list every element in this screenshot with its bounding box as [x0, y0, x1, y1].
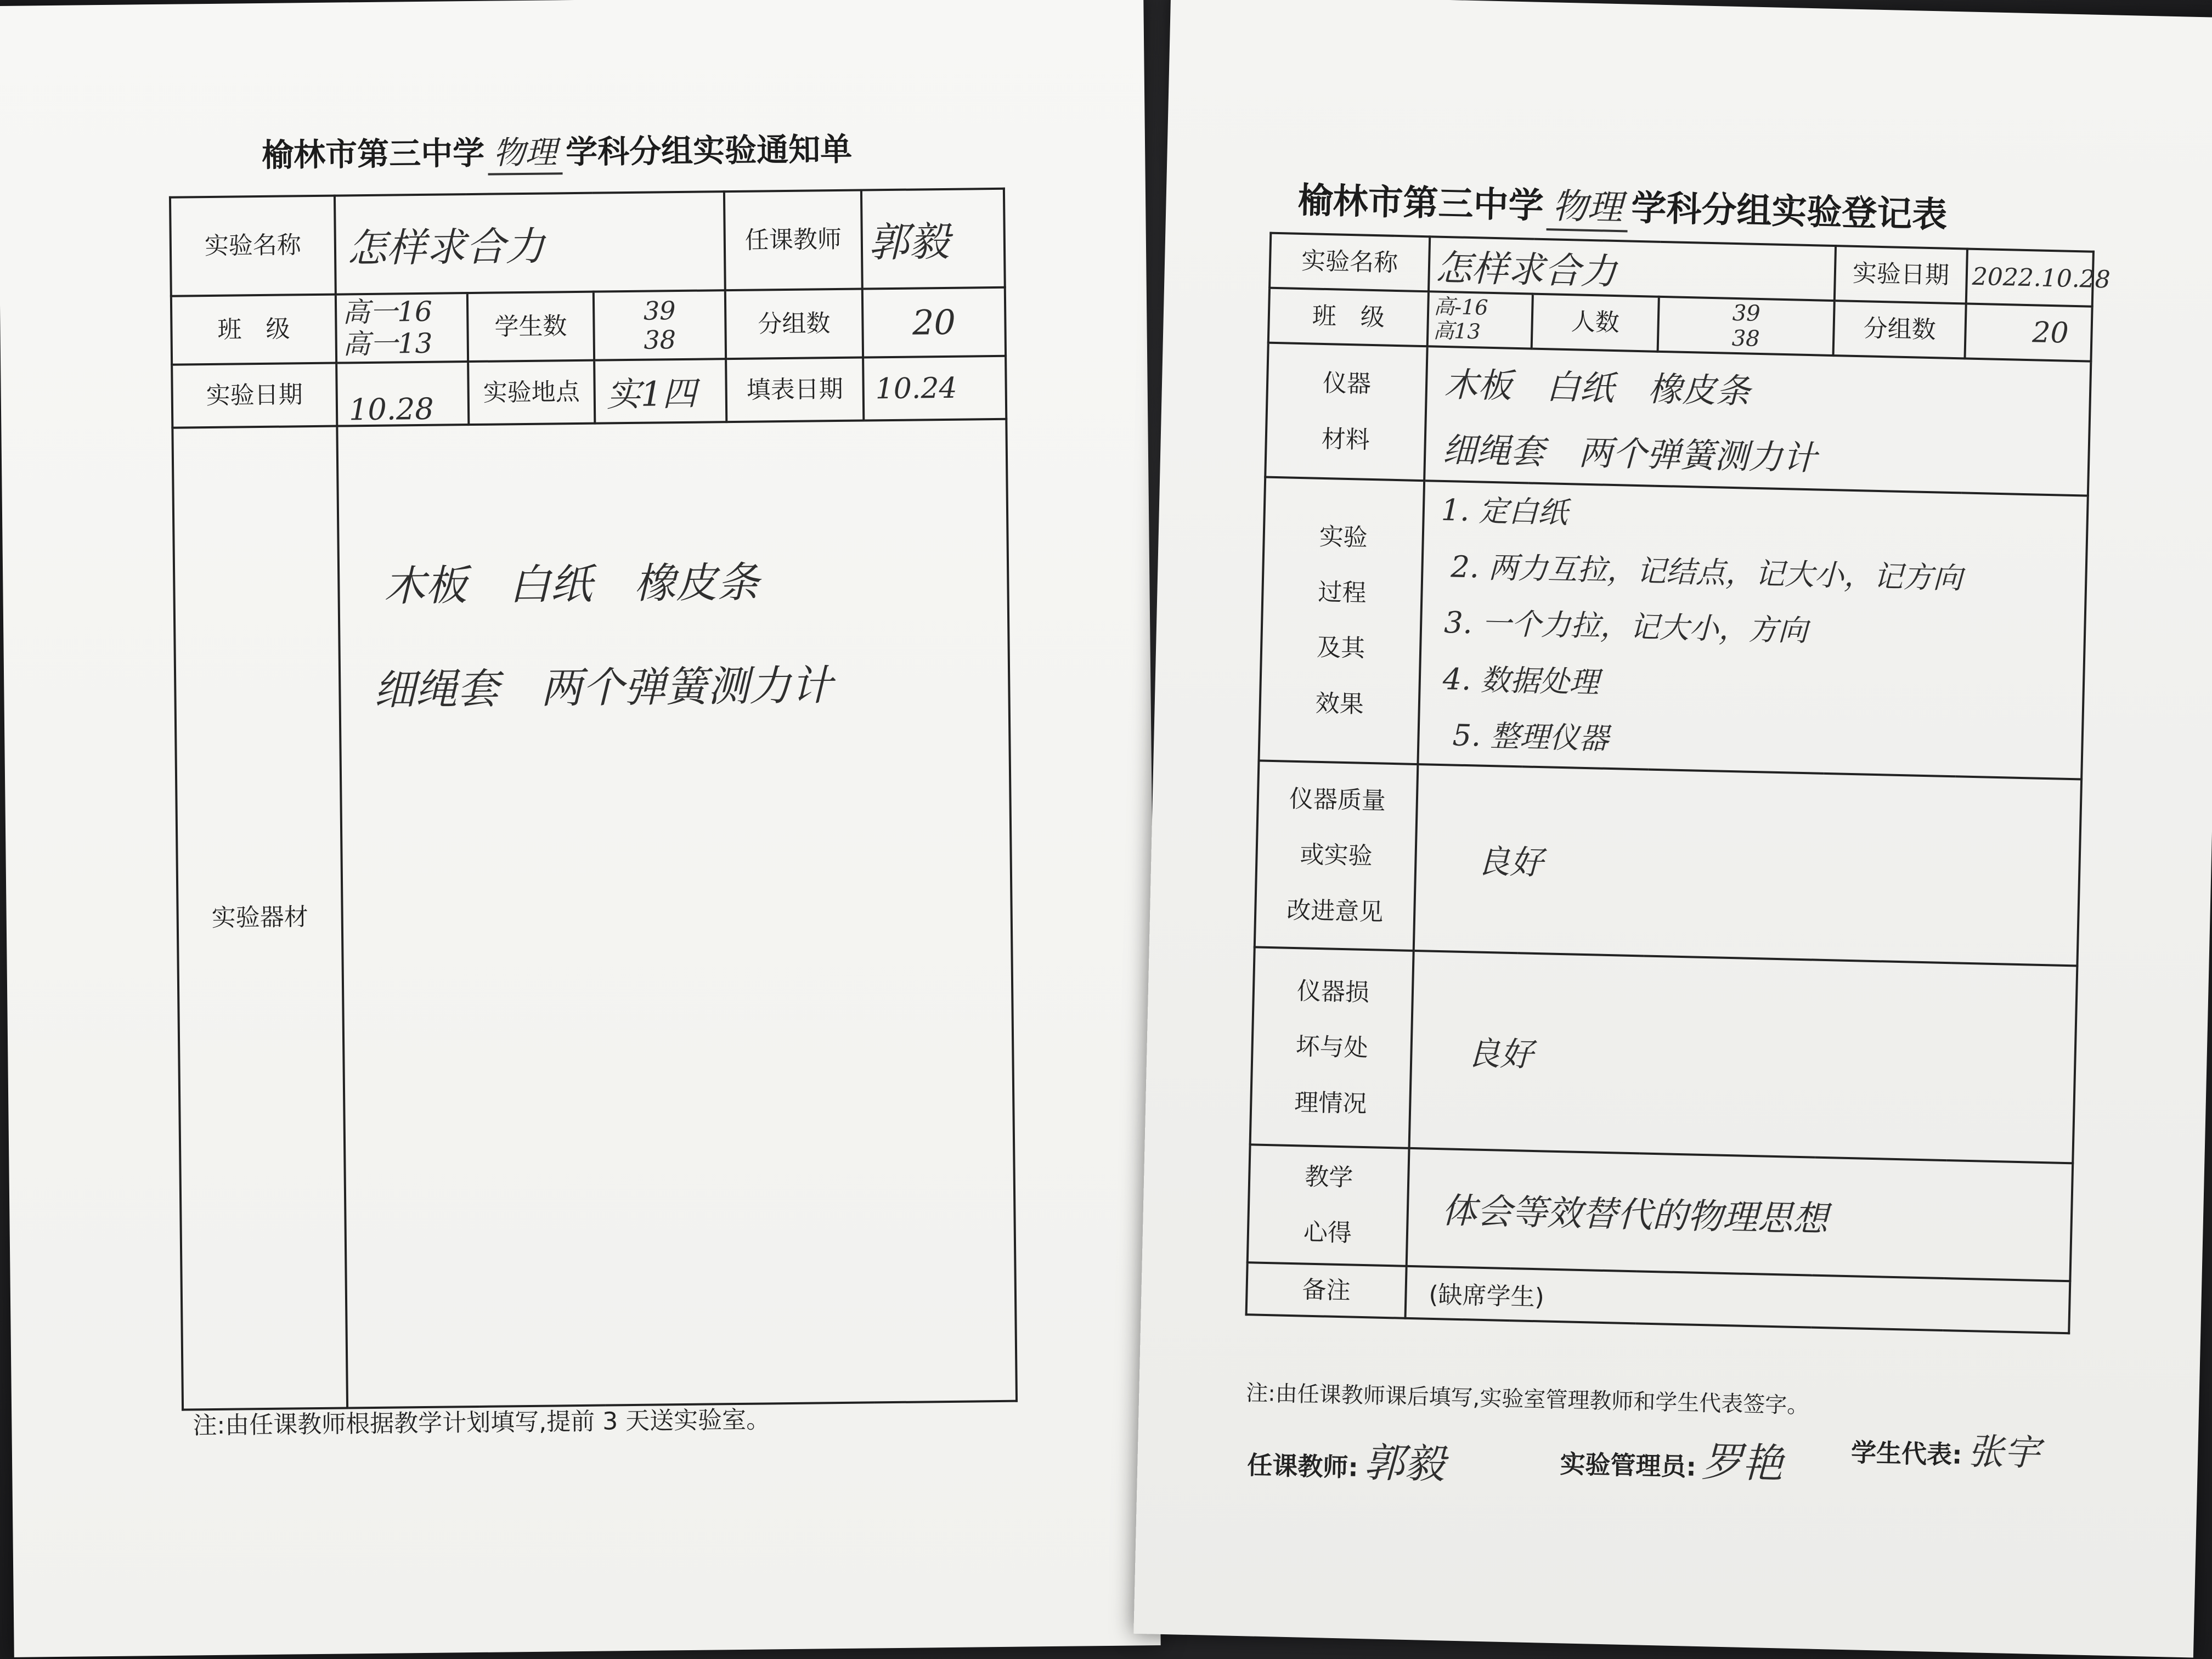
- value-class: 高-16 高13: [1427, 291, 1533, 348]
- value-damage: 良好: [1409, 951, 2078, 1163]
- signature-rep-value: 张宇: [1967, 1430, 2041, 1475]
- signature-admin-label: 实验管理员:: [1559, 1449, 1697, 1482]
- label-process: 实验 过程 及其 效果: [1259, 477, 1424, 764]
- signature-admin: [1560, 1426, 1784, 1489]
- label-experiment-name: 实验名称: [1269, 233, 1430, 292]
- register-title: [1297, 172, 1948, 240]
- value-students: 39 38: [594, 290, 726, 360]
- label-remarks: 备注: [1246, 1262, 1407, 1318]
- label-date: 实验日期: [172, 363, 337, 428]
- notice-table: [169, 188, 1018, 1411]
- register-table: [1245, 232, 2111, 1335]
- instruments-line-1: 木板 白纸 橡皮条: [1443, 364, 1751, 411]
- value-process: [1418, 481, 2087, 779]
- label-place: 实验地点: [468, 360, 595, 425]
- label-equipment: 实验器材: [172, 426, 347, 1410]
- label-teacher: 任课教师: [724, 190, 862, 291]
- process-step-1: 1. 定白纸: [1441, 492, 1568, 531]
- notice-title: [262, 123, 853, 178]
- value-date: 2022.10.28: [1966, 249, 2094, 307]
- label-class: 班 级: [171, 295, 336, 365]
- title-school: 榆林市第三中学: [261, 134, 485, 174]
- process-step-5: 5. 整理仪器: [1452, 718, 1609, 757]
- label-fill-date: 填表日期: [726, 358, 864, 422]
- label-experiment-name: 实验名称: [170, 196, 336, 296]
- value-class: 高一16 高一13: [336, 293, 468, 363]
- title-school: 榆林市第三中学: [1297, 180, 1544, 227]
- value-people: 39 38: [1658, 297, 1835, 356]
- label-instruments: 仪器 材料: [1265, 343, 1427, 481]
- value-experiment-name: 怎样求合力: [335, 191, 725, 294]
- label-quality: 仪器质量 或实验 改进意见: [1255, 760, 1418, 950]
- label-class: 班 级: [1268, 288, 1429, 347]
- notice-footnote: 注:由任课教师根据教学计划填写,提前 3 天送实验室。: [193, 1406, 771, 1440]
- register-sheet: [1133, 0, 2212, 1658]
- signature-teacher-label: 任课教师:: [1246, 1450, 1359, 1482]
- value-experiment-name: 怎样求合力: [1429, 236, 1836, 301]
- title-subject: 物理: [1547, 178, 1629, 232]
- signature-teacher-value: 郭毅: [1363, 1439, 1446, 1488]
- signature-student-rep: [1850, 1419, 2040, 1476]
- value-date: 10.28: [336, 362, 469, 426]
- label-insight: 教学 心得: [1248, 1144, 1409, 1266]
- value-insight: 体会等效替代的物理思想: [1407, 1148, 2073, 1281]
- value-groups: 20: [862, 287, 1006, 358]
- value-place: 实1四: [594, 359, 726, 424]
- value-remarks: (缺席学生): [1406, 1266, 2070, 1333]
- title-subject: 物理: [488, 126, 563, 175]
- register-footnote: 注:由任课教师课后填写,实验室管理教师和学生代表签字。: [1245, 1380, 1809, 1419]
- label-students: 学生数: [467, 292, 594, 362]
- value-groups: 20: [1965, 304, 2092, 362]
- value-quality: 良好: [1414, 764, 2081, 966]
- label-people: 人数: [1532, 294, 1659, 352]
- value-teacher: 郭毅: [861, 189, 1005, 289]
- value-equipment: [337, 419, 1017, 1408]
- signature-admin-value: 罗艳: [1701, 1438, 1784, 1488]
- process-step-3: 3. 一个力拉，记大小，方向: [1443, 605, 1808, 648]
- process-step-2: 2. 两力互拉，记结点，记大小，记方向: [1450, 549, 1963, 596]
- process-step-4: 4. 数据处理: [1442, 661, 1600, 700]
- label-groups: 分组数: [1833, 301, 1966, 358]
- signature-rep-label: 学生代表:: [1850, 1437, 1963, 1470]
- equipment-line-1: 木板 白纸 橡皮条: [383, 557, 759, 611]
- signature-teacher: [1246, 1427, 1446, 1490]
- title-form-name: 学科分组实验登记表: [1630, 188, 1948, 236]
- value-instruments: [1424, 346, 2091, 495]
- label-date: 实验日期: [1835, 246, 1967, 303]
- equipment-line-2: 细绳套 两个弹簧测力计: [373, 661, 833, 714]
- title-form-name: 学科分组实验通知单: [565, 130, 853, 171]
- label-damage: 仪器损 坏与处 理情况: [1250, 947, 1414, 1148]
- value-fill-date: 10.24: [863, 356, 1006, 421]
- label-groups: 分组数: [725, 289, 863, 359]
- instruments-line-2: 细绳套 两个弹簧测力计: [1442, 429, 1818, 478]
